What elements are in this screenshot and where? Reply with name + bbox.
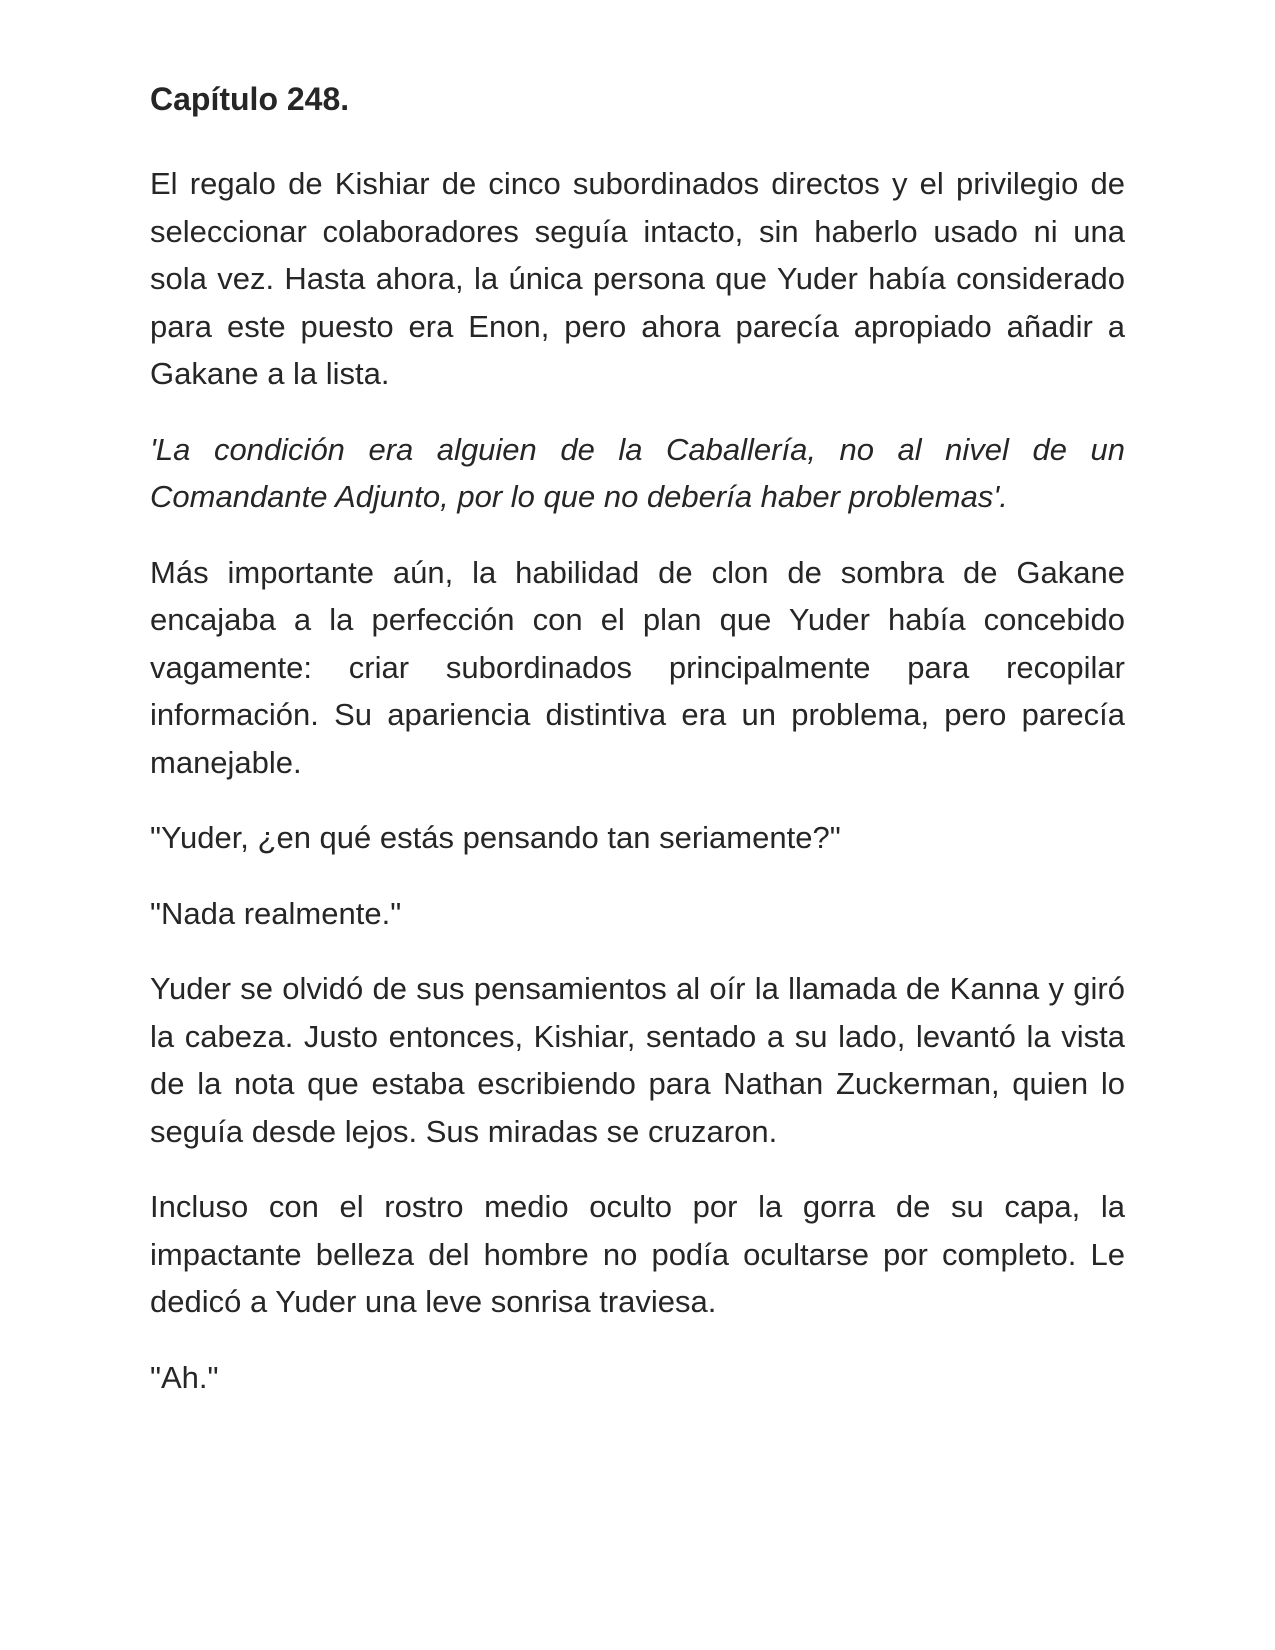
chapter-title: Capítulo 248. (150, 81, 350, 117)
dialogue-kanna: "Yuder, ¿en qué estás pensando tan seriamente?" (150, 820, 841, 855)
document-page (150, 74, 1125, 1429)
paragraph-kishiar: Yuder se olvidó de sus pensamientos al oír la llamada de Kanna y giró la cabeza. Justo entonces, Kishiar, sentado a su lado, levantó la vista de la nota que estaba escribiendo para Nathan Zuckerman, quien lo seguía desde lejos. Sus miradas se cruzaron. (150, 971, 1125, 1149)
paragraph-shadow-clone: Más importante aún, la habilidad de clon de sombra de Gakane encajaba a la perfección con el plan que Yuder había concebido vagamente: criar subordinados principalmente para recopilar información. Su apariencia distintiva era un problema, pero parecía manejable. (150, 554, 1125, 780)
paragraph-beauty: Incluso con el rostro medio oculto por la gorra de su capa, la impactante belleza del hombre no podía ocultarse por completo. Le dedicó a Yuder una leve sonrisa traviesa. (150, 1189, 1125, 1319)
paragraph-gift: El regalo de Kishiar de cinco subordinados directos y el privilegio de seleccionar colaboradores seguía intacto, sin haberlo usado ni una sola vez. Hasta ahora, la única persona que Yuder había considerado para este puesto era Enon, pero ahora parecía apropiado añadir a Gakane a la lista. (150, 166, 1125, 391)
dialogue-yuder: "Nada realmente." (150, 895, 402, 931)
dialogue-ah: "Ah." (150, 1359, 219, 1395)
paragraph-thought: 'La condición era alguien de la Caballería, no al nivel de un Comandante Adjunto, por lo que no debería haber problemas'. (150, 431, 1125, 514)
